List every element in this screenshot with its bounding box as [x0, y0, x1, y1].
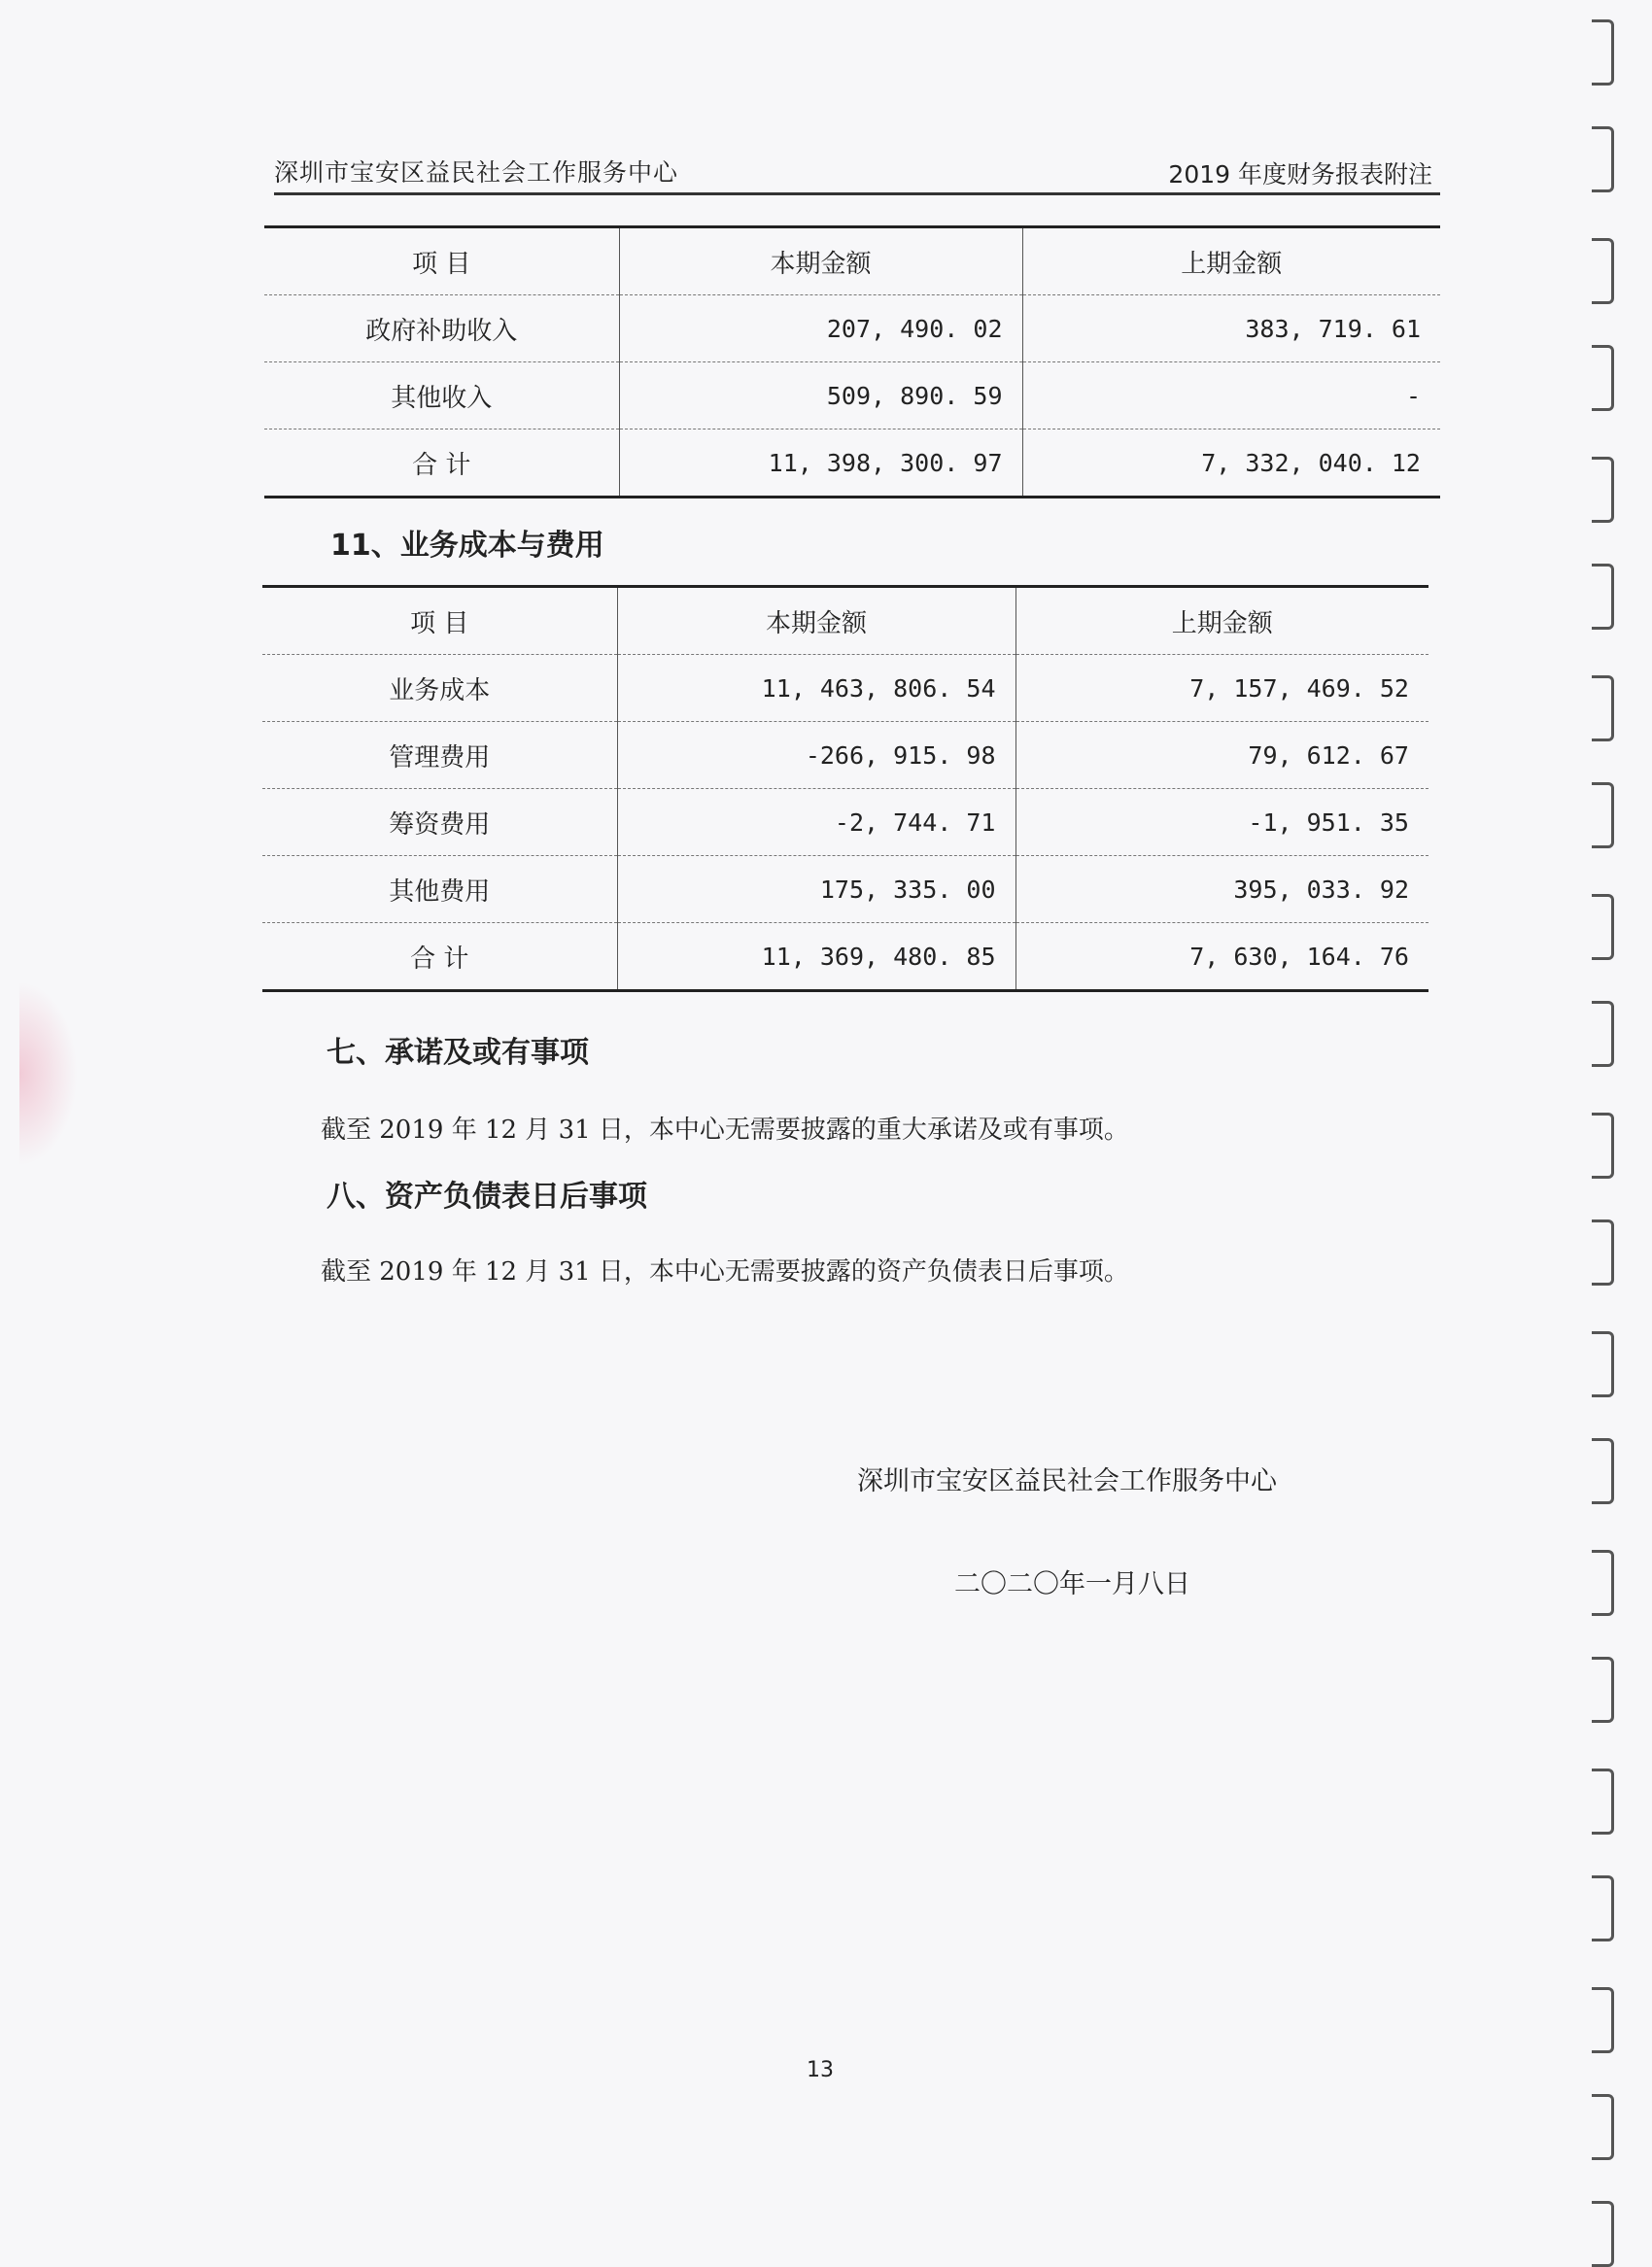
header-org: 深圳市宝安区益民社会工作服务中心 [274, 158, 679, 187]
header-cell: 项 目 [264, 227, 619, 295]
table-row [262, 789, 1428, 856]
row-label: 合 计 [262, 923, 617, 991]
section-8-text: 截至 2019 年 12 月 31 日，本中心无需要披露的资产负债表日后事项。 [321, 1257, 1129, 1287]
table-total-row [262, 923, 1428, 991]
header-cell: 上期金额 [1022, 227, 1440, 295]
prior-amount: 7, 630, 164. 76 [1015, 923, 1428, 991]
prior-amount: 383, 719. 61 [1022, 295, 1440, 362]
current-amount: -2, 744. 71 [617, 789, 1015, 856]
section-11-title: 11、业务成本与费用 [330, 529, 604, 563]
header-cell: 上期金额 [1015, 587, 1428, 655]
page-number: 13 [807, 2058, 834, 2082]
current-amount: -266, 915. 98 [617, 722, 1015, 789]
header-doc-title: 2019 年度财务报表附注 [1168, 160, 1432, 189]
binding-holes [1586, 0, 1635, 2250]
current-amount: 11, 369, 480. 85 [617, 923, 1015, 991]
section-8-title: 八、资产负债表日后事项 [327, 1180, 647, 1214]
table-header-row [262, 587, 1428, 655]
prior-amount: -1, 951. 35 [1015, 789, 1428, 856]
prior-amount: 7, 332, 040. 12 [1022, 429, 1440, 498]
page-header [274, 154, 1440, 195]
row-label: 其他收入 [264, 362, 619, 429]
row-label: 合 计 [264, 429, 619, 498]
row-label: 政府补助收入 [264, 295, 619, 362]
header-cell: 本期金额 [617, 587, 1015, 655]
section-7-text: 截至 2019 年 12 月 31 日，本中心无需要披露的重大承诺及或有事项。 [321, 1116, 1129, 1145]
header-cell: 本期金额 [619, 227, 1022, 295]
row-label: 筹资费用 [262, 789, 617, 856]
header-cell: 项 目 [262, 587, 617, 655]
table-row [264, 362, 1440, 429]
prior-amount: 79, 612. 67 [1015, 722, 1428, 789]
current-amount: 207, 490. 02 [619, 295, 1022, 362]
row-label: 其他费用 [262, 856, 617, 923]
red-stamp-edge [19, 981, 78, 1166]
table-row [264, 295, 1440, 362]
cost-table [262, 585, 1428, 992]
signature-org: 深圳市宝安区益民社会工作服务中心 [857, 1466, 1277, 1496]
row-label: 管理费用 [262, 722, 617, 789]
current-amount: 509, 890. 59 [619, 362, 1022, 429]
current-amount: 175, 335. 00 [617, 856, 1015, 923]
table-row [262, 856, 1428, 923]
current-amount: 11, 398, 300. 97 [619, 429, 1022, 498]
current-amount: 11, 463, 806. 54 [617, 655, 1015, 722]
table-total-row [264, 429, 1440, 498]
row-label: 业务成本 [262, 655, 617, 722]
section-7-title: 七、承诺及或有事项 [327, 1036, 589, 1070]
prior-amount: 7, 157, 469. 52 [1015, 655, 1428, 722]
signature-date: 二〇二〇年一月八日 [954, 1569, 1190, 1599]
income-table [264, 225, 1440, 498]
prior-amount: 395, 033. 92 [1015, 856, 1428, 923]
prior-amount: - [1022, 362, 1440, 429]
table-row [262, 722, 1428, 789]
table-header-row [264, 227, 1440, 295]
table-row [262, 655, 1428, 722]
